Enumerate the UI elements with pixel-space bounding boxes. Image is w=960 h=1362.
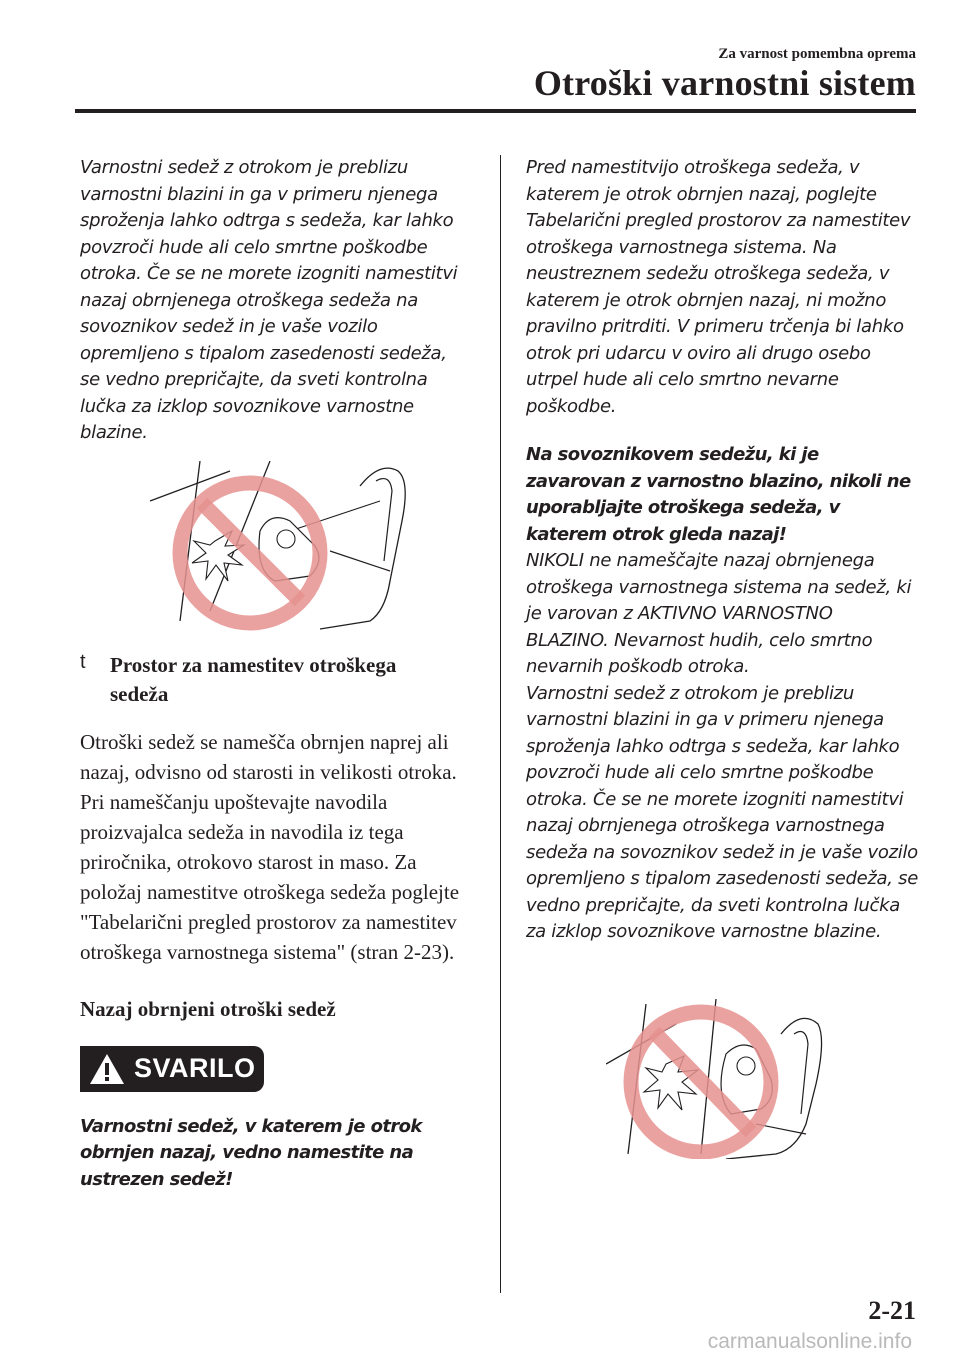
subsection-title: Nazaj obrnjeni otroški sedež xyxy=(80,996,336,1021)
rear-facing-seat-prohibited-illustration xyxy=(140,461,450,631)
right-bold-warning: Na sovoznikovem sedežu, ki je zavarovan z varnostno blazino, nikoli ne uporabljajte otroškega sedeža, v katerem otrok gleda nazaj! xyxy=(526,444,911,545)
left-warning-bold: Varnostni sedež, v katerem je otrok obrnjen nazaj, vedno namestite na ustrezen sedež! xyxy=(80,1115,422,1190)
warning-triangle-icon xyxy=(88,1052,126,1086)
left-warning-paragraph: Varnostni sedež z otrokom je preblizu varnostni blazini in ga v primeru njenega sproženja lahko odtrga s sedeža, kar lahko povzroči hude ali celo smrtne poškodbe otroka. Če se ne morete izogniti namestitvi nazaj obrnjenega otroškega sedeža na sovoznikov sedež in je vaše vozilo opremljeno s tipalom zasedenosti sedeža, se vedno prepričajte, da sveti kontrolna lučka za izklop sovoznikove varnostne blazine. xyxy=(80,157,458,443)
column-divider xyxy=(500,155,501,1293)
right-column xyxy=(526,155,918,1159)
header-rule xyxy=(75,109,916,113)
header-section: Za varnost pomembna oprema xyxy=(718,46,916,62)
warning-label-block xyxy=(80,1046,480,1092)
page-title: Otroški varnostni sistem xyxy=(533,63,916,103)
section-bullet: t xyxy=(80,650,86,673)
rear-facing-seat-prohibited-illustration-2 xyxy=(606,994,836,1159)
right-paragraph-2: NIKOLI ne nameščajte nazaj obrnjenega otroškega varnostnega sistema na sedež, ki je varovan z AKTIVNO VARNOSTNO BLAZINO. Nevarnost hudih, celo smrtno nevarnih poškodb otroka. xyxy=(526,550,912,677)
left-column xyxy=(80,155,480,1193)
section-heading-block xyxy=(80,651,480,709)
right-paragraph-1: Pred namestitvijo otroškega sedeža, v katerem je otrok obrnjen nazaj, poglejte Tabelarični pregled prostorov za namestitev otroškega varnostnega sistema. Na neustreznem sedežu otroškega sedeža, v katerem je otrok obrnjen nazaj, ni možno pravilno pritrditi. V primeru trčenja bi lahko otrok pri udarcu v oviro ali drugo osebo utrpel hude ali celo smrtno nevarne poškodbe. xyxy=(526,157,911,417)
section-title: Prostor za namestitev otroškega sedeža xyxy=(110,652,397,706)
watermark: carmanualsonline.info xyxy=(707,1330,912,1353)
right-paragraph-3: Varnostni sedež z otrokom je preblizu varnostni blazini in ga v primeru njenega sproženja lahko odtrga s sedeža, kar lahko povzroči hude ali celo smrtne poškodbe otroka. Če se ne morete izogniti namestitvi nazaj obrnjenega otroškega varnostnega sedeža na sovoznikov sedež in je vaše vozilo opremljeno s tipalom zasedenosti sedeža, se vedno prepričajte, da sveti kontrolna lučka za izklop sovoznikove varnostne blazine. xyxy=(526,682,918,942)
warning-label-text: SVARILO xyxy=(134,1053,256,1083)
page-number: 2-21 xyxy=(868,1296,916,1325)
section-body: Otroški sedež se namešča obrnjen naprej ali nazaj, odvisno od starosti in velikosti otroka. Pri nameščanju upoštevajte navodila proizvajalca sedeža in navodila iz tega priročnika, otrokovo starost in maso. Za položaj namestitve otroškega sedeža poglejte "Tabelarični pregled prostorov za namestitev otroškega varnostnega sistema" (stran 2-23). xyxy=(80,729,460,964)
warning-label xyxy=(80,1046,264,1092)
